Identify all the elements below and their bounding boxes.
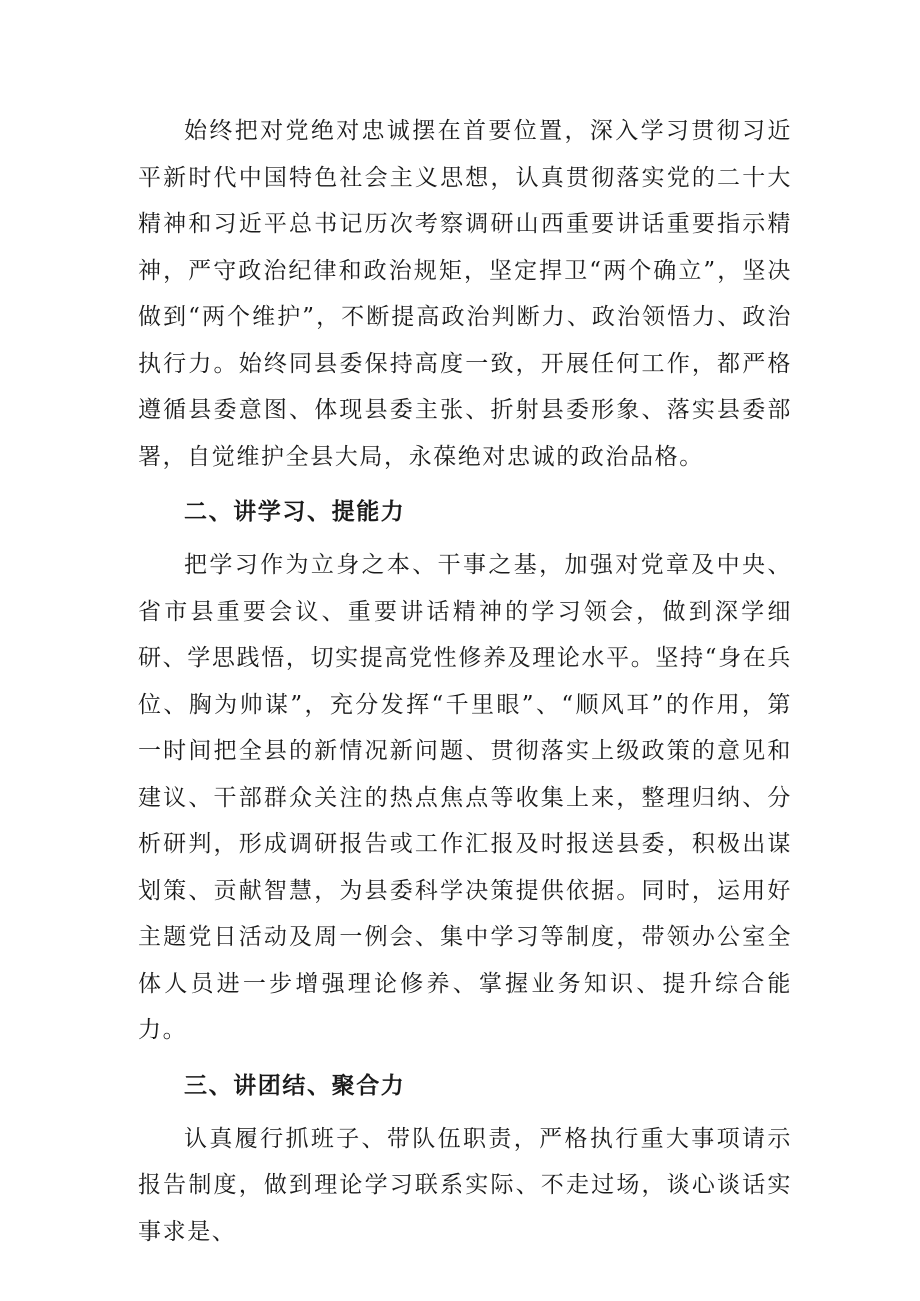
paragraph-loyalty: 始终把对党绝对忠诚摆在首要位置，深入学习贯彻习近平新时代中国特色社会主义思想，认真贯彻落实党的二十大精神和习近平总书记历次考察调研山西重要讲话重要指示精神，严守政治纪律和政治规矩，坚定捍卫“两个确立”，坚决做到“两个维护”，不断提高政治判断力、政治领悟力、政治执行力。始终同县委保持高度一致，开展任何工作，都严格遵循县委意图、体现县委主张、折射县委形象、落实县委部署，自觉维护全县大局，永葆绝对忠诚的政治品格。 — [138, 118, 792, 470]
paragraph-learning: 把学习作为立身之本、干事之基，加强对党章及中央、省市县重要会议、重要讲话精神的学习领会，做到深学细研、学思践悟，切实提高党性修养及理论水平。坚持“身在兵位、胸为帅谋”，充分发挥“千里眼”、“顺风耳”的作用，第一时间把全县的新情况新问题、贯彻落实上级政策的意见和建议、干部群众关注的热点焦点等收集上来，整理归纳、分析研判，形成调研报告或工作汇报及时报送县委，积极出谋划策、贡献智慧，为县委科学决策提供依据。同时，运用好主题党日活动及周一例会、集中学习等制度，带领办公室全体人员进一步增强理论修养、掌握业务知识、提升综合能力。 — [138, 552, 792, 1043]
paragraph-unity: 认真履行抓班子、带队伍职责，严格执行重大事项请示报告制度，做到理论学习联系实际、不走过场，谈心谈话实事求是、 — [138, 1125, 792, 1245]
section-heading-unity: 三、讲团结、聚合力 — [184, 1072, 406, 1099]
document-body — [138, 108, 792, 1255]
section-heading-learning: 二、讲学习、提能力 — [184, 499, 406, 525]
